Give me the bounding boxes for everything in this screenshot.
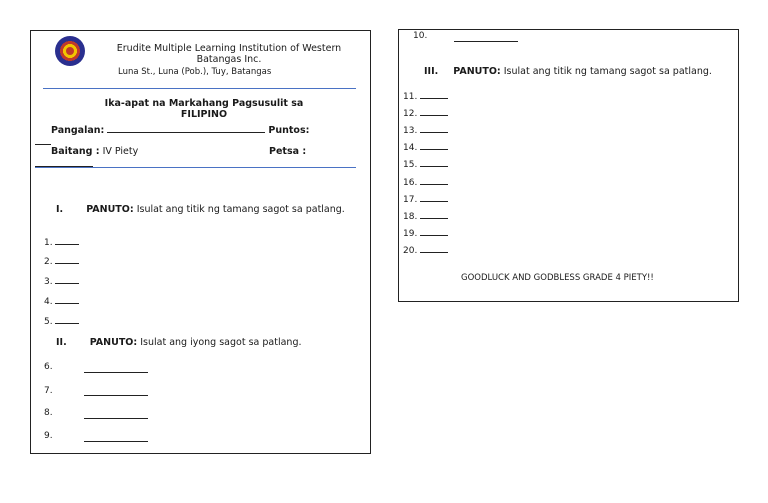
answer-blank[interactable] [420, 226, 448, 236]
answer-item-16 [403, 175, 448, 188]
answer-item-4 [44, 294, 79, 307]
name-label: Pangalan: [51, 125, 105, 136]
section-3-text: Isulat ang titik ng tamang sagot sa patlang. [503, 66, 712, 77]
answer-blank-6[interactable] [84, 372, 148, 373]
item-number: 11. [403, 92, 418, 102]
exam-page-1 [30, 30, 371, 454]
section-1-roman: I. [56, 204, 64, 215]
answer-item-19 [403, 226, 448, 239]
answer-item-18 [403, 209, 448, 222]
fields-divider [35, 167, 356, 168]
section-1-text: Isulat ang titik ng tamang sagot sa patlang. [136, 204, 345, 215]
answer-blank[interactable] [420, 106, 448, 116]
section-3-roman: III. [424, 66, 439, 77]
date-label: Petsa : [269, 146, 307, 157]
name-overflow-line [35, 144, 51, 145]
item-number: 3. [44, 277, 53, 287]
section-1-instruction [56, 204, 345, 215]
answer-item-10: 10. [413, 31, 428, 41]
answer-item-13 [403, 123, 448, 136]
answer-item-20 [403, 243, 448, 256]
answer-blank[interactable] [55, 294, 79, 304]
answer-item-5 [44, 314, 79, 327]
answer-blank[interactable] [420, 157, 448, 167]
school-name-line1: Erudite Multiple Learning Institution of Western [116, 43, 342, 54]
answer-blank-9[interactable] [84, 441, 148, 442]
item-number: 4. [44, 297, 53, 307]
answer-blank[interactable] [420, 243, 448, 253]
item-number: 5. [44, 317, 53, 327]
answer-item-11 [403, 89, 448, 102]
answer-item-1 [44, 235, 79, 248]
item-number: 17. [403, 195, 418, 205]
answer-blank[interactable] [420, 192, 448, 202]
section-2-text: Isulat ang iyong sagot sa patlang. [140, 337, 302, 348]
item-number: 20. [403, 246, 418, 256]
name-row [51, 123, 309, 136]
answer-item-6: 6. [44, 362, 53, 372]
item-number: 16. [403, 178, 418, 188]
answer-item-9: 9. [44, 431, 53, 441]
school-name-line2: Batangas Inc. [196, 54, 262, 65]
answer-blank-7[interactable] [84, 395, 148, 396]
answer-item-3 [44, 274, 79, 287]
answer-blank[interactable] [55, 254, 79, 264]
answer-blank[interactable] [420, 89, 448, 99]
item-number: 18. [403, 212, 418, 222]
section-1-label: PANUTO: [86, 204, 134, 215]
item-number: 2. [44, 257, 53, 267]
item-number: 19. [403, 229, 418, 239]
answer-item-7: 7. [44, 386, 53, 396]
item-number: 12. [403, 109, 418, 119]
exam-title-line1: Ika-apat na Markahang Pagsusulit sa [104, 98, 304, 109]
header-divider [43, 88, 356, 89]
answer-item-14 [403, 140, 448, 153]
answer-blank[interactable] [420, 140, 448, 150]
section-2-label: PANUTO: [89, 337, 138, 348]
item-number: 15. [403, 160, 418, 170]
answer-blank[interactable] [420, 209, 448, 219]
answer-blank[interactable] [55, 235, 79, 245]
name-input-line[interactable] [107, 123, 265, 133]
answer-item-12 [403, 106, 448, 119]
school-logo-icon [55, 36, 85, 66]
grade-value: IV Piety [102, 146, 139, 157]
closing-message: GOODLUCK AND GODBLESS GRADE 4 PIETY!! [461, 273, 654, 283]
section-3-instruction [424, 66, 712, 77]
item-number: 1. [44, 238, 53, 248]
exam-title [79, 98, 329, 120]
exam-title-line2: FILIPINO [180, 109, 228, 120]
grade-label: Baitang : [51, 146, 100, 157]
answer-blank[interactable] [55, 274, 79, 284]
item-number: 13. [403, 126, 418, 136]
school-address: Luna St., Luna (Pob.), Tuy, Batangas [118, 67, 272, 77]
answer-blank-10[interactable] [454, 41, 518, 42]
answer-blank[interactable] [420, 175, 448, 185]
score-label: Puntos: [268, 125, 310, 136]
section-2-instruction [56, 337, 302, 348]
section-2-roman: II. [56, 337, 67, 348]
answer-blank[interactable] [55, 314, 79, 324]
school-name [109, 43, 349, 65]
answer-blank[interactable] [420, 123, 448, 133]
exam-page-2 [398, 29, 739, 302]
date-overflow-line [35, 166, 93, 167]
answer-item-2 [44, 254, 79, 267]
item-number: 14. [403, 143, 418, 153]
answer-item-17 [403, 192, 448, 205]
answer-item-15 [403, 157, 448, 170]
answer-blank-8[interactable] [84, 418, 148, 419]
section-3-label: PANUTO: [453, 66, 501, 77]
answer-item-8: 8. [44, 408, 53, 418]
grade-row [51, 146, 138, 157]
